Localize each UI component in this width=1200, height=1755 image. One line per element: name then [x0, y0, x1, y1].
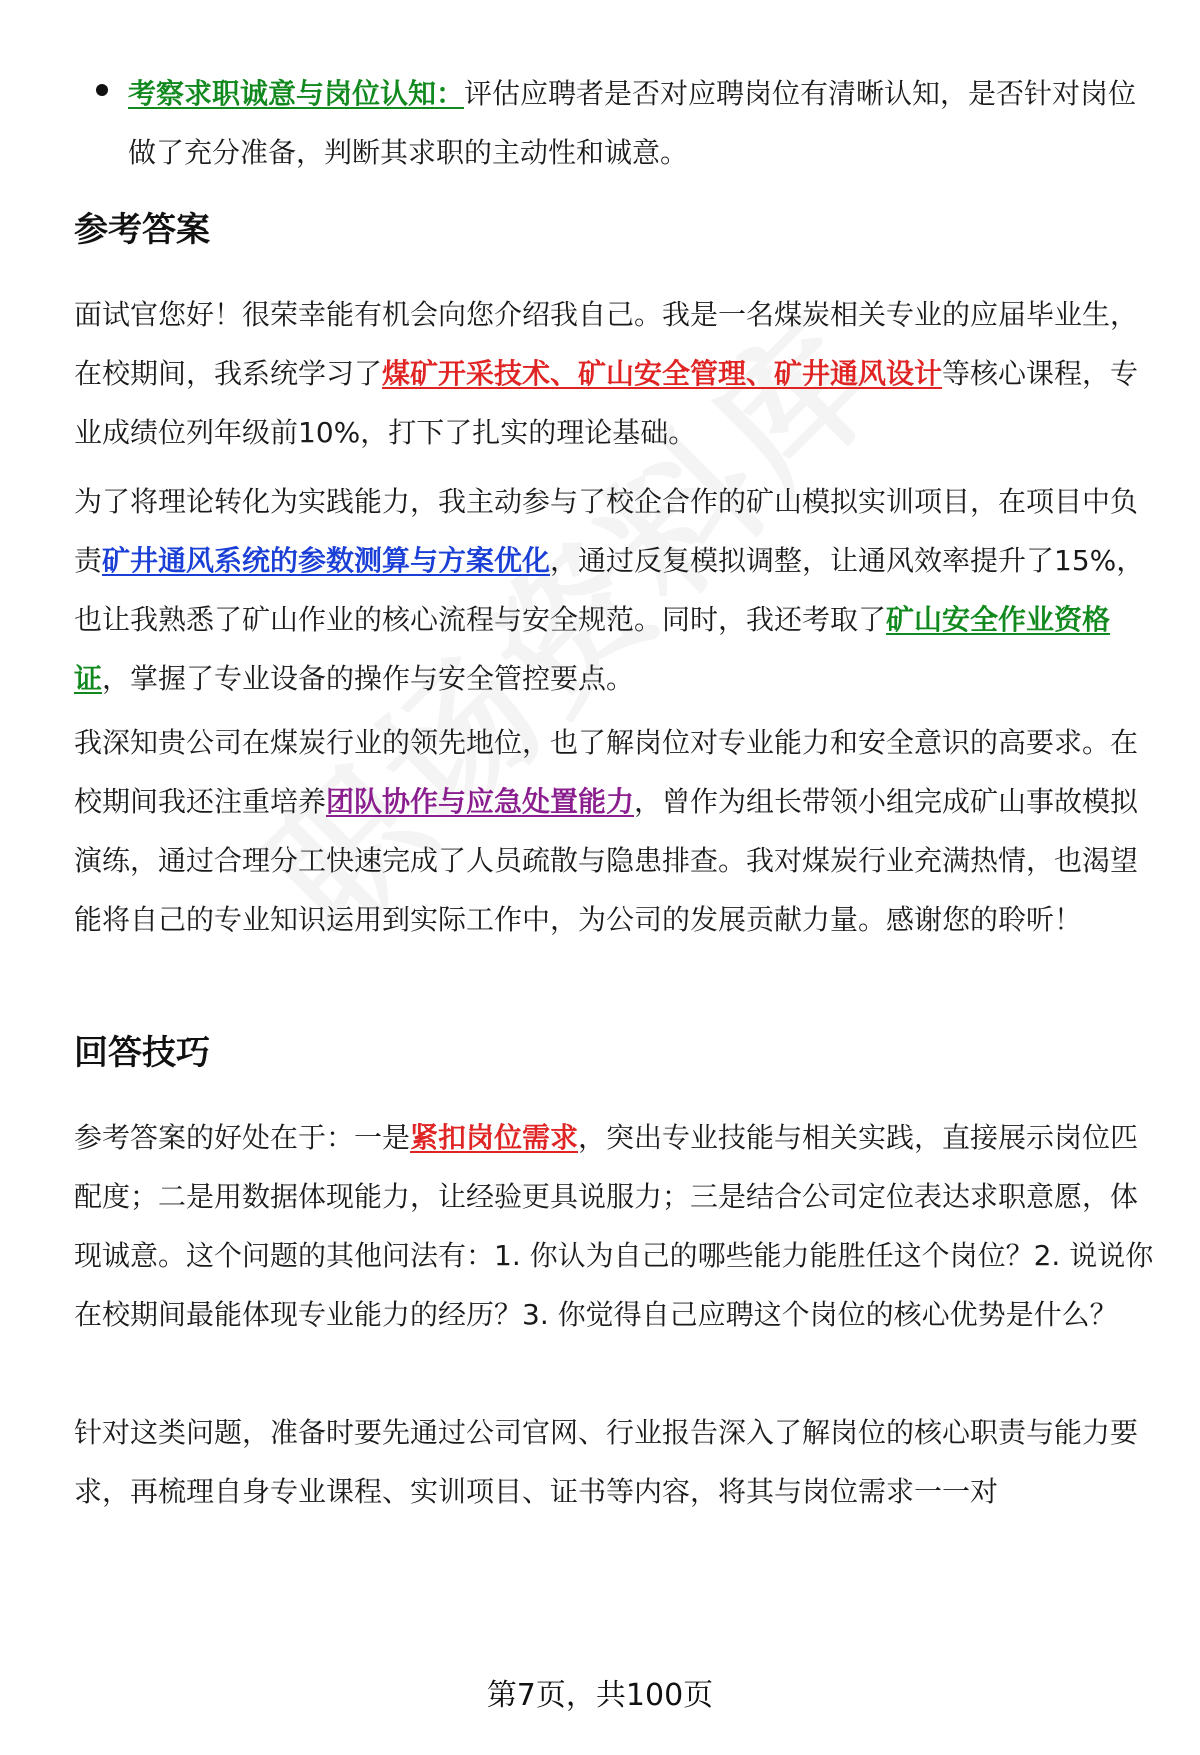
answer-paragraph-3	[74, 713, 1154, 949]
tips-p1-text-1: 参考答案的好处在于：一是	[74, 1121, 411, 1154]
tips-paragraph-1	[74, 1108, 1154, 1344]
tips-paragraph-2	[74, 1403, 1154, 1521]
answer-p3-highlight-teamwork: 团队协作与应急处置能力	[326, 785, 635, 818]
answer-p2-highlight-certificate: 矿山安全作业资格证	[74, 603, 1111, 695]
bullet-dot-icon	[96, 84, 108, 96]
answer-p2-highlight-ventilation: 矿井通风系统的参数测算与方案优化	[102, 544, 551, 577]
tips-p1-highlight-job-needs: 紧扣岗位需求	[410, 1121, 579, 1154]
answer-p3-text-1: 我深知贵公司在煤炭行业的领先地位，也了解岗位对专业能力和安全意识的高要求。在校期间我还注重培养	[74, 726, 1139, 818]
answer-p2-text-3: ，掌握了专业设备的操作与安全管控要点。	[102, 662, 635, 695]
answer-p3-text-2: ，曾作为组长带领小组完成矿山事故模拟演练，通过合理分工快速完成了人员疏散与隐患排查。我对煤炭行业充满热情，也渴望能将自己的专业知识运用到实际工作中，为公司的发展贡献力量。感谢您的聆听！	[74, 785, 1139, 936]
answer-p2-text-2: ，通过反复模拟调整，让通风效率提升了15%，也让我熟悉了矿山作业的核心流程与安全规范。同时，我还考取了	[74, 544, 1145, 636]
tips-p2-text-1: 针对这类问题，准备时要先通过公司官网、行业报告深入了解岗位的核心职责与能力要求，再梳理自身专业课程、实训项目、证书等内容，将其与岗位需求一一对	[74, 1416, 1139, 1508]
heading-reference-answer: 参考答案	[74, 210, 210, 250]
answer-paragraph-1	[74, 285, 1154, 462]
bullet-item	[128, 64, 1138, 182]
tips-p1-text-2: ，突出专业技能与相关实践，直接展示岗位匹配度；二是用数据体现能力，让经验更具说服力；三是结合公司定位表达求职意愿，体现诚意。这个问题的其他问法有：1. 你认为自己的哪些能力能胜任这个岗位？2. 说说你在校期间最能体现专业能力的经历？3. 你觉得自己应聘这个岗位的核心优势是什么？	[74, 1121, 1154, 1331]
answer-p1-text-2: 等核心课程，专业成绩位列年级前10%，打下了扎实的理论基础。	[74, 357, 1139, 449]
bullet-text: 评估应聘者是否对应聘岗位有清晰认知，是否针对岗位做了充分准备，判断其求职的主动性和诚意。	[128, 77, 1137, 169]
answer-paragraph-2	[74, 472, 1154, 708]
heading-answer-tips: 回答技巧	[74, 1033, 210, 1073]
answer-p1-text-1: 面试官您好！很荣幸能有机会向您介绍我自己。我是一名煤炭相关专业的应届毕业生，在校期间，我系统学习了	[74, 298, 1139, 390]
answer-p1-highlight-courses: 煤矿开采技术、矿山安全管理、矿井通风设计	[382, 357, 943, 390]
bullet-title: 考察求职诚意与岗位认知：	[128, 77, 465, 110]
page-number: 第7页，共100页	[486, 1678, 714, 1713]
answer-p2-text-1: 为了将理论转化为实践能力，我主动参与了校企合作的矿山模拟实训项目，在项目中负责	[74, 485, 1139, 577]
